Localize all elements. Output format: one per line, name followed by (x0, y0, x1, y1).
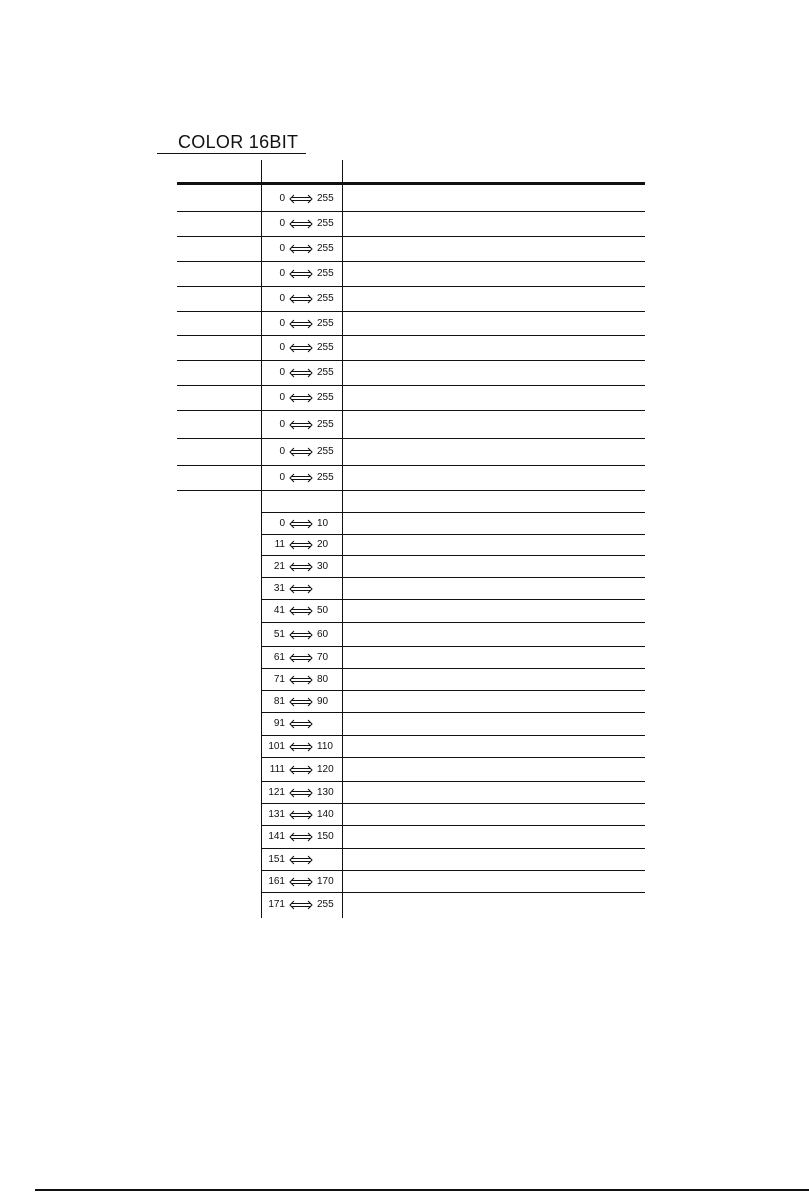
range-high-value: 110 (317, 741, 333, 752)
range-low-value: 71 (273, 674, 285, 685)
row-divider (261, 622, 645, 623)
double-arrow-icon (289, 742, 313, 752)
range-low-value: 21 (273, 561, 285, 572)
range-cell (261, 583, 341, 595)
double-arrow-icon (289, 584, 313, 594)
row-divider (177, 490, 645, 491)
range-cell (261, 876, 341, 888)
range-high-value: 255 (317, 419, 334, 430)
range-low-value: 171 (268, 899, 285, 910)
range-low-value: 111 (269, 764, 285, 775)
range-high-value: 120 (317, 764, 334, 775)
range-high-value: 255 (317, 472, 334, 483)
double-arrow-icon (289, 393, 313, 403)
range-low-value: 0 (279, 193, 285, 204)
range-high-value: 70 (317, 652, 329, 663)
row-divider (177, 286, 645, 287)
double-arrow-icon (289, 219, 313, 229)
range-cell (261, 218, 341, 230)
double-arrow-icon (289, 343, 313, 353)
range-cell (261, 629, 341, 641)
range-high-value: 255 (317, 218, 334, 229)
range-low-value: 51 (273, 629, 285, 640)
range-high-value: 80 (317, 674, 329, 685)
range-high-value: 255 (317, 446, 334, 457)
range-cell (261, 419, 341, 431)
row-divider (177, 236, 645, 237)
range-high-value: 255 (317, 243, 334, 254)
range-high-value: 60 (317, 629, 329, 640)
range-cell (261, 318, 341, 330)
range-low-value: 0 (279, 318, 285, 329)
double-arrow-icon (289, 697, 313, 707)
double-arrow-icon (289, 630, 313, 640)
row-divider (261, 555, 645, 556)
double-arrow-icon (289, 194, 313, 204)
range-high-value: 170 (317, 876, 334, 887)
range-high-value: 90 (317, 696, 329, 707)
row-divider (177, 385, 645, 386)
row-divider (177, 360, 645, 361)
range-low-value: 31 (273, 583, 285, 594)
double-arrow-icon (289, 420, 313, 430)
range-low-value: 0 (279, 472, 285, 483)
range-cell (261, 787, 341, 799)
range-high-value: 30 (317, 561, 329, 572)
double-arrow-icon (289, 606, 313, 616)
double-arrow-icon (289, 810, 313, 820)
range-high-value: 255 (317, 899, 334, 910)
row-divider (177, 438, 645, 439)
range-cell (261, 539, 341, 551)
double-arrow-icon (289, 319, 313, 329)
range-high-value: 255 (317, 293, 334, 304)
double-arrow-icon (289, 900, 313, 910)
range-low-value: 0 (279, 518, 285, 529)
range-low-value: 0 (279, 392, 285, 403)
range-cell (261, 764, 341, 776)
row-divider (177, 335, 645, 336)
row-divider (261, 870, 645, 871)
row-divider (177, 311, 645, 312)
section-title: COLOR 16BIT (178, 132, 299, 152)
range-cell (261, 674, 341, 686)
double-arrow-icon (289, 719, 313, 729)
range-cell (261, 446, 341, 458)
row-divider (177, 211, 645, 212)
double-arrow-icon (289, 855, 313, 865)
double-arrow-icon (289, 562, 313, 572)
double-arrow-icon (289, 447, 313, 457)
range-low-value: 0 (279, 243, 285, 254)
double-arrow-icon (289, 832, 313, 842)
range-cell (261, 899, 341, 911)
row-divider (261, 712, 645, 713)
range-low-value: 161 (268, 876, 285, 887)
range-high-value: 10 (317, 518, 329, 529)
range-cell (261, 472, 341, 484)
column-divider-middle (342, 160, 343, 918)
range-cell (261, 243, 341, 255)
double-arrow-icon (289, 269, 313, 279)
range-cell (261, 652, 341, 664)
range-cell (261, 854, 341, 866)
double-arrow-icon (289, 540, 313, 550)
double-arrow-icon (289, 244, 313, 254)
row-divider (261, 735, 645, 736)
range-low-value: 91 (273, 718, 285, 729)
row-divider (261, 892, 645, 893)
range-cell (261, 741, 341, 753)
double-arrow-icon (289, 765, 313, 775)
range-low-value: 41 (273, 605, 285, 616)
range-cell (261, 293, 341, 305)
range-cell (261, 367, 341, 379)
double-arrow-icon (289, 653, 313, 663)
range-low-value: 0 (279, 419, 285, 430)
double-arrow-icon (289, 675, 313, 685)
range-cell (261, 696, 341, 708)
row-divider (261, 599, 645, 600)
range-high-value: 255 (317, 268, 334, 279)
range-low-value: 141 (268, 831, 285, 842)
row-divider (261, 534, 645, 535)
range-high-value: 130 (317, 787, 334, 798)
row-divider (177, 465, 645, 466)
row-divider (261, 668, 645, 669)
range-low-value: 0 (279, 268, 285, 279)
range-low-value: 0 (279, 367, 285, 378)
row-divider (261, 757, 645, 758)
range-cell (261, 831, 341, 843)
range-cell (261, 342, 341, 354)
range-high-value: 50 (317, 605, 329, 616)
row-divider (177, 261, 645, 262)
row-divider (261, 512, 645, 513)
row-divider (177, 410, 645, 411)
double-arrow-icon (289, 368, 313, 378)
range-high-value: 140 (317, 809, 334, 820)
range-low-value: 61 (273, 652, 285, 663)
table-header-rule (177, 182, 645, 185)
range-high-value: 20 (317, 539, 329, 550)
range-low-value: 81 (273, 696, 285, 707)
row-divider (261, 577, 645, 578)
range-low-value: 0 (279, 218, 285, 229)
row-divider (261, 646, 645, 647)
row-divider (261, 781, 645, 782)
range-low-value: 11 (274, 539, 285, 550)
page-bottom-rule (35, 1189, 809, 1191)
range-cell (261, 268, 341, 280)
row-divider (261, 803, 645, 804)
range-low-value: 0 (279, 293, 285, 304)
range-cell (261, 193, 341, 205)
range-high-value: 255 (317, 367, 334, 378)
double-arrow-icon (289, 473, 313, 483)
range-high-value: 255 (317, 193, 334, 204)
range-low-value: 0 (279, 342, 285, 353)
double-arrow-icon (289, 519, 313, 529)
range-high-value: 255 (317, 392, 334, 403)
range-cell (261, 718, 341, 730)
range-low-value: 131 (268, 809, 285, 820)
double-arrow-icon (289, 788, 313, 798)
row-divider (261, 690, 645, 691)
double-arrow-icon (289, 877, 313, 887)
range-cell (261, 392, 341, 404)
range-cell (261, 561, 341, 573)
range-cell (261, 809, 341, 821)
title-underline (157, 153, 306, 154)
range-cell (261, 605, 341, 617)
range-cell (261, 518, 341, 530)
row-divider (261, 825, 645, 826)
range-high-value: 255 (317, 342, 334, 353)
range-low-value: 151 (268, 854, 285, 865)
range-low-value: 101 (268, 741, 285, 752)
range-low-value: 121 (268, 787, 285, 798)
row-divider (261, 848, 645, 849)
range-high-value: 255 (317, 318, 334, 329)
range-low-value: 0 (279, 446, 285, 457)
range-high-value: 150 (317, 831, 334, 842)
double-arrow-icon (289, 294, 313, 304)
